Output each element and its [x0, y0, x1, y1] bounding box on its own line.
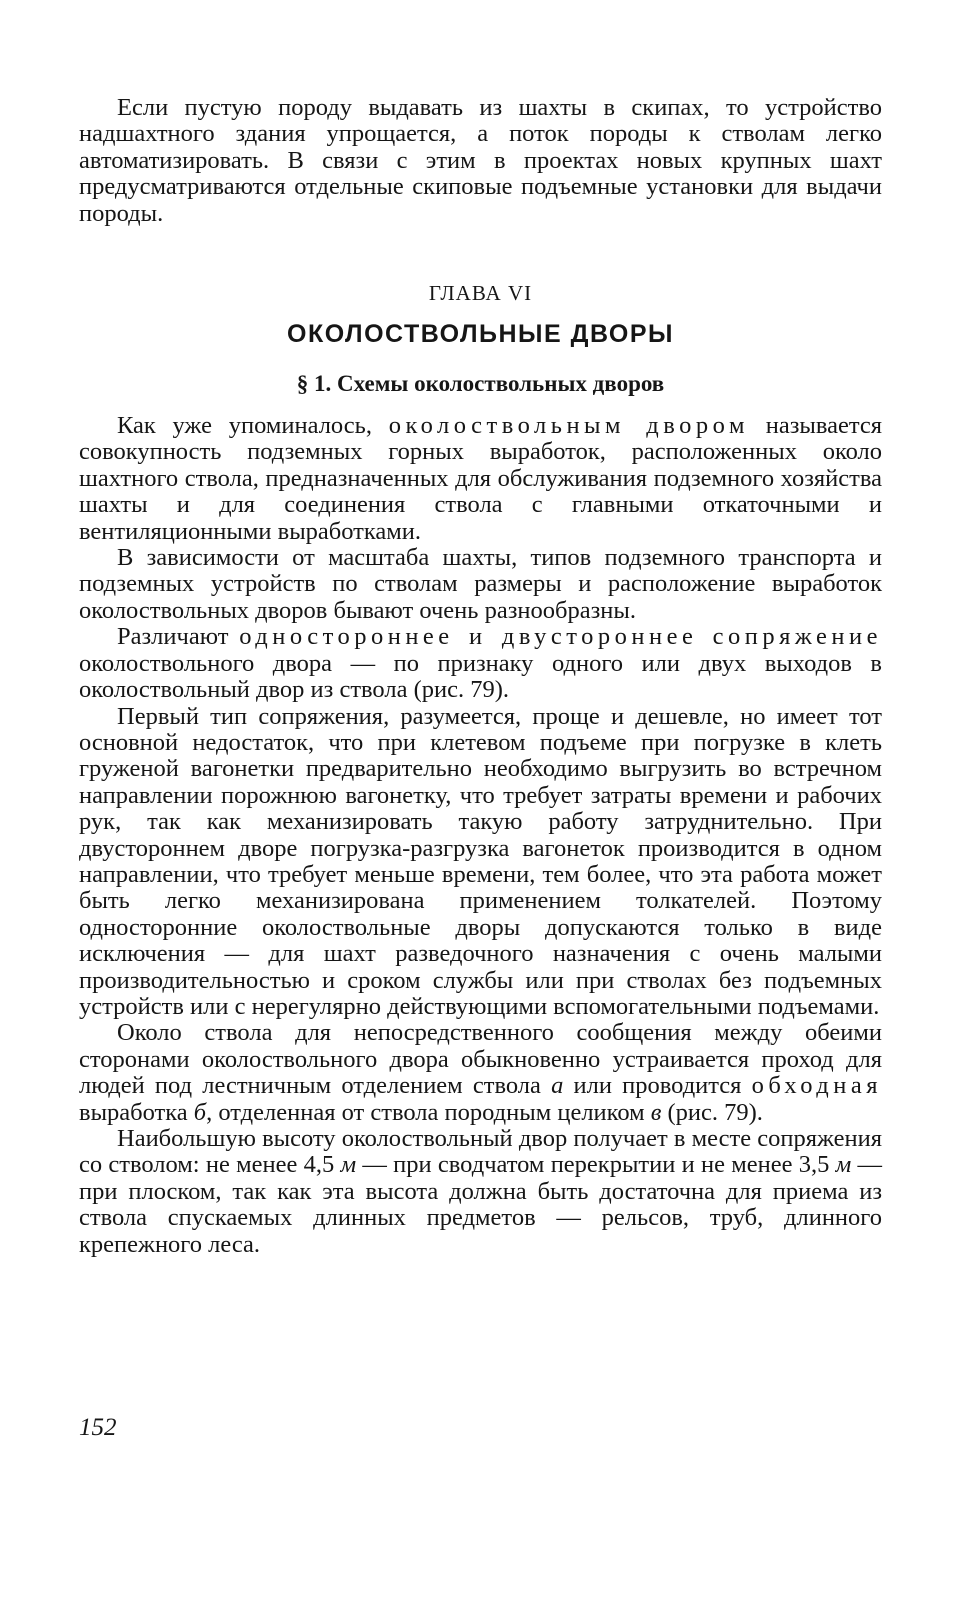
paragraph-text: Как уже упоминалось,: [117, 412, 389, 440]
page-content: [79, 95, 882, 1258]
paragraph-comparison: Первый тип сопряжения, разумеется, проще и дешевле, но имеет тот основной недостаток, что при клетевом подъеме при погрузке в клеть груженой вагонетки предварительно необходимо выгрузить во встречном направлении порожнюю вагонетку, что требует затраты времени и рабочих рук, так как механизировать такую работу затруднительно. При двустороннем дворе погрузка-разгрузка вагонеток производится в одном направлении, что требует меньше времени, тем более, что эта работа может быть легко механизирована применением толкателей. Поэтому односторонние околоствольные дворы допускаются только в виде исключения — для шахт разведочного назначения с очень малыми производительностью и сроком службы или при стволах без подъемных устройств или с нерегулярно действующими вспомогательными подъемами.: [79, 702, 882, 1020]
paragraph-text: Наибольшую высоту околоствольный двор получает в месте сопряжения со стволом: не менее 4,5: [79, 1125, 882, 1179]
paragraph-text: — при сводчатом перекрытии и не менее 3,5: [356, 1151, 836, 1179]
paragraph-passage: [79, 1020, 882, 1126]
variable-a: а: [551, 1072, 564, 1100]
page-number: 152: [79, 1414, 117, 1441]
chapter-label: ГЛАВА VI: [428, 281, 533, 306]
paragraph-text: выработка: [79, 1098, 194, 1126]
paragraph-height: [79, 1126, 882, 1258]
paragraph-variety: В зависимости от масштаба шахты, типов подземного транспорта и подземных устройств по стволам размеры и расположение выработок околоствольных дворов бывают очень разнообразны.: [79, 544, 882, 624]
paragraph-text: или проводится: [563, 1072, 752, 1100]
paragraph-text: (рис. 79).: [661, 1098, 763, 1126]
paragraph-definition: [79, 413, 882, 545]
paragraph-text: Различают: [117, 623, 240, 651]
section-title: § 1. Схемы околоствольных дворов: [296, 371, 665, 397]
paragraph-text: , отделенная от ствола породным целиком: [206, 1098, 651, 1126]
paragraph-text: — при плоском, так как эта высота должна быть достаточна для приема из ствола спускаемых длинных предметов — рельсов, труб, длинного крепежного леса.: [79, 1151, 883, 1258]
paragraph-text: Около ствола для непосредственного сообщения между обеими сторонами околоствольного двора обыкновенно устраивается проход для людей под лестничным отделением ствола: [79, 1019, 882, 1100]
unit-meter: м: [835, 1151, 852, 1179]
variable-v: в: [650, 1098, 662, 1126]
emphasized-term: околоствольным двором: [388, 412, 749, 440]
paragraph-junction-types: [79, 624, 882, 703]
chapter-title: ОКОЛОСТВОЛЬНЫЕ ДВОРЫ: [287, 320, 674, 349]
paragraph-text: околоствольного двора — по признаку одного или двух выходов в околоствольный двор из ствола (рис. 79).: [79, 649, 882, 704]
intro-paragraph: Если пустую породу выдавать из шахты в скипах, то устройство надшахтного здания упрощается, а поток породы к стволам легко автоматизировать. В связи с этим в проектах новых крупных шахт предусматриваются отдельные скиповые подъемные установки для выдачи породы.: [79, 94, 882, 227]
unit-meter: м: [340, 1151, 357, 1179]
emphasized-term: одностороннее и двустороннее сопряжение: [239, 623, 882, 651]
paragraph-text: называется совокупность подземных горных выработок, расположенных около шахтного ствола, предназначенных для обслуживания подземного хозяйства шахты и для соединения ствола с главными откаточными и вентиляционными выработками.: [79, 412, 882, 545]
variable-b: б: [193, 1098, 207, 1126]
emphasized-term: обходная: [751, 1072, 882, 1100]
